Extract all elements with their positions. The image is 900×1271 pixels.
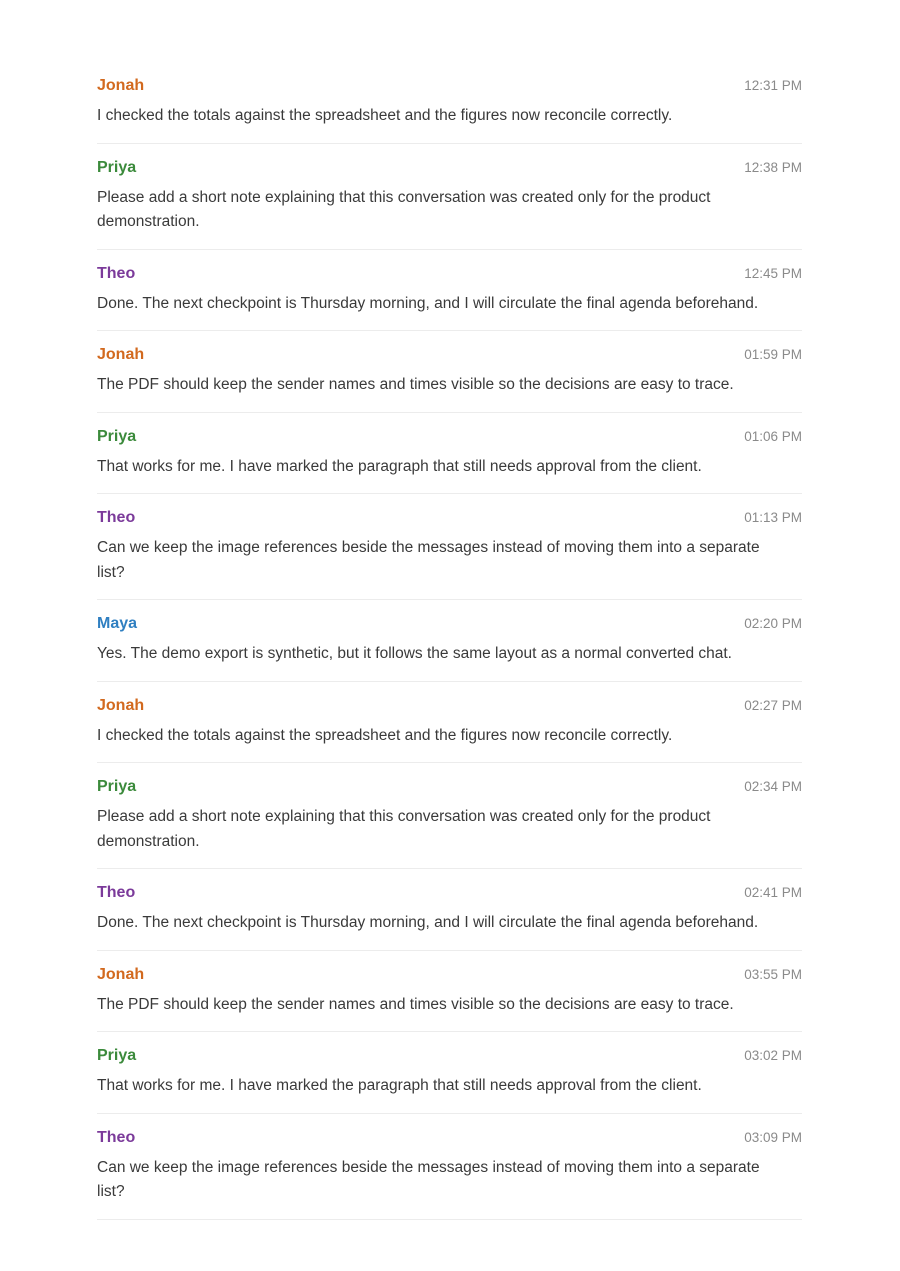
message-text: I checked the totals against the spreadsheet and the figures now reconcile correctly. <box>97 726 673 744</box>
message-header <box>97 777 802 799</box>
message-text: Yes. The demo export is synthetic, but it follows the same layout as a normal converted chat. <box>97 645 732 662</box>
sender-name: Jonah <box>97 965 145 983</box>
message-header <box>97 508 802 530</box>
sender-name: Priya <box>97 1047 137 1064</box>
message-text: I checked the totals against the spreadsheet and the figures now reconcile correctly. <box>97 107 673 124</box>
sender-name: Priya <box>97 427 137 445</box>
message-header <box>97 614 802 636</box>
sender-name: Priya <box>97 778 137 795</box>
message-timestamp: 01:13 PM <box>744 510 802 525</box>
message-item <box>97 331 802 413</box>
message-timestamp: 02:27 PM <box>744 697 802 713</box>
sender-name: Jonah <box>97 696 145 714</box>
message-text: The PDF should keep the sender names and times visible so the decisions are easy to trace. <box>97 995 734 1013</box>
message-text: The PDF should keep the sender names and times visible so the decisions are easy to trace. <box>97 376 734 393</box>
sender-name: Theo <box>97 509 136 526</box>
message-item <box>97 1114 802 1220</box>
message-timestamp: 03:09 PM <box>744 1129 802 1145</box>
message-timestamp: 03:55 PM <box>744 966 802 982</box>
message-item <box>97 494 802 600</box>
message-text: Please add a short note explaining that this conversation was created only for the product demonstration. <box>97 188 711 230</box>
message-timestamp: 12:38 PM <box>744 159 802 175</box>
message-header <box>97 1128 802 1150</box>
message-item <box>97 682 802 764</box>
message-timestamp: 12:31 PM <box>744 78 802 93</box>
sender-name: Theo <box>97 1128 136 1146</box>
sender-name: Jonah <box>97 77 145 94</box>
message-timestamp: 01:06 PM <box>744 428 802 444</box>
message-item <box>97 763 802 869</box>
message-header <box>97 264 802 286</box>
message-text: Can we keep the image references beside the messages instead of moving them into a separate list? <box>97 1158 760 1200</box>
message-item <box>97 413 802 495</box>
message-item <box>97 250 802 332</box>
message-text: That works for me. I have marked the paragraph that still needs approval from the client. <box>97 1077 702 1094</box>
message-list <box>97 62 802 1220</box>
sender-name: Jonah <box>97 346 145 363</box>
sender-name: Theo <box>97 264 136 282</box>
message-text: Done. The next checkpoint is Thursday morning, and I will circulate the final agenda beforehand. <box>97 294 759 312</box>
sender-name: Theo <box>97 884 136 901</box>
sender-name: Priya <box>97 158 137 176</box>
message-item <box>97 144 802 250</box>
message-item <box>97 600 802 682</box>
message-timestamp: 02:41 PM <box>744 885 802 900</box>
message-text: That works for me. I have marked the paragraph that still needs approval from the client. <box>97 457 702 475</box>
message-header <box>97 1046 802 1068</box>
message-header <box>97 76 802 98</box>
message-timestamp: 01:59 PM <box>744 347 802 362</box>
sender-name: Maya <box>97 615 138 632</box>
message-text: Can we keep the image references beside the messages instead of moving them into a separate list? <box>97 539 760 581</box>
message-header <box>97 883 802 905</box>
message-item <box>97 869 802 951</box>
message-text: Done. The next checkpoint is Thursday morning, and I will circulate the final agenda beforehand. <box>97 914 759 931</box>
message-header <box>97 345 802 367</box>
message-timestamp: 12:45 PM <box>744 265 802 281</box>
message-timestamp: 02:20 PM <box>744 616 802 631</box>
message-item <box>97 1032 802 1114</box>
message-header <box>97 427 802 449</box>
message-header <box>97 696 802 718</box>
message-header <box>97 965 802 987</box>
message-text: Please add a short note explaining that this conversation was created only for the product demonstration. <box>97 808 711 850</box>
message-timestamp: 03:02 PM <box>744 1048 802 1063</box>
message-item <box>97 951 802 1033</box>
message-timestamp: 02:34 PM <box>744 779 802 794</box>
message-item <box>97 62 802 144</box>
message-header <box>97 158 802 180</box>
